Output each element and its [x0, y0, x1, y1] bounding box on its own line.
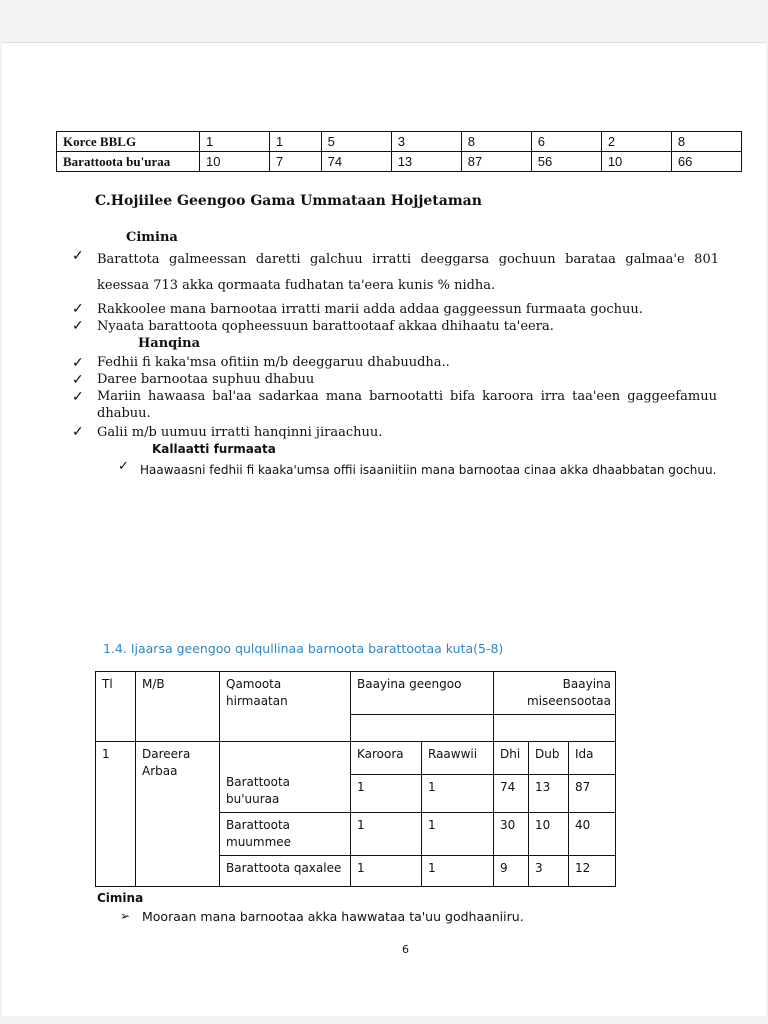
- table-row: [57, 132, 742, 152]
- ida-cell: 12: [569, 856, 616, 887]
- header-tl: Tl: [96, 672, 136, 742]
- dub-cell: 3: [529, 856, 569, 887]
- cimina-item: Nyaata barattoota qopheessuun barattootaaf akkaa dhihaatu ta'eera.: [97, 319, 554, 334]
- hanqina-item: Mariin hawaasa bal'aa sadarkaa mana barnootatti bifa karoora irra taa'een gaggeefamuu dhabuu.: [97, 389, 717, 421]
- hanqina-item: Fedhii fi kaka'msa ofitiin m/b deeggaruu dhabuudha..: [97, 355, 450, 370]
- ida-cell: 40: [569, 813, 616, 856]
- qamoota-cell: Barattoota bu'uuraa: [220, 774, 351, 813]
- table-cell: 87: [461, 152, 531, 172]
- table-cell: 74: [321, 152, 391, 172]
- table-cell: 66: [671, 152, 741, 172]
- row-number: 1: [96, 742, 136, 887]
- page-number: 6: [402, 943, 409, 956]
- checkmark-icon: ✓: [72, 423, 84, 439]
- header-raawwii: Raawwii: [422, 742, 494, 775]
- section-14-heading: 1.4. Ijaarsa geengoo qulqullinaa barnoota barattootaa kuta(5-8): [103, 641, 504, 656]
- qamoota-cell: Barattoota qaxalee: [220, 856, 351, 887]
- section-c-title: C.Hojiilee Geengoo Gama Ummataan Hojjetaman: [95, 193, 482, 209]
- header-dub: Dub: [529, 742, 569, 775]
- table-cell: 2: [601, 132, 671, 152]
- table-cell: 1: [270, 132, 322, 152]
- raawwii-cell: 1: [422, 813, 494, 856]
- checkmark-icon: ✓: [72, 371, 84, 387]
- checkmark-icon: ✓: [72, 247, 84, 263]
- checkmark-icon: ✓: [72, 354, 84, 370]
- table-cell: 8: [461, 132, 531, 152]
- dhi-cell: 9: [494, 856, 529, 887]
- hanqina-item: Daree barnootaa suphuu dhabuu: [97, 372, 315, 387]
- row-label: Korce BBLG: [57, 132, 200, 152]
- dhi-cell: 74: [494, 774, 529, 813]
- arrow-bullet-icon: ➢: [120, 909, 131, 923]
- table-row: [57, 152, 742, 172]
- table-header-row: [96, 672, 616, 715]
- cimina-item: Rakkoolee mana barnootaa irratti marii adda addaa gaggeessun furmaata gochuu.: [97, 302, 643, 317]
- checkmark-icon: ✓: [72, 317, 84, 333]
- table-cell: 3: [391, 132, 461, 152]
- summary-table: [56, 131, 742, 172]
- checkmark-icon: ✓: [72, 300, 84, 316]
- header-mb: M/B: [136, 672, 220, 742]
- kallaatti-item: Haawaasni fedhii fi kaaka'umsa offii isaaniitiin mana barnootaa cinaa akka dhaabbatan gochuu.: [140, 463, 717, 477]
- row-label: Barattoota bu'uraa: [57, 152, 200, 172]
- table-cell: 13: [391, 152, 461, 172]
- table-cell: 10: [601, 152, 671, 172]
- header-dhi: Dhi: [494, 742, 529, 775]
- school-name: Dareera Arbaa: [136, 742, 220, 887]
- geengoo-table: [95, 671, 616, 887]
- table-cell: 5: [321, 132, 391, 152]
- karoora-cell: 1: [351, 813, 422, 856]
- footer-cimina-heading: Cimina: [97, 891, 144, 905]
- table-cell: 7: [270, 152, 322, 172]
- bottom-bar: [0, 1016, 768, 1024]
- dhi-cell: 30: [494, 813, 529, 856]
- table-cell: [351, 715, 494, 742]
- table-cell: 6: [531, 132, 601, 152]
- checkmark-icon: ✓: [118, 458, 129, 473]
- table-cell: [494, 715, 616, 742]
- header-baayina-geengoo: Baayina geengoo: [351, 672, 494, 715]
- karoora-cell: 1: [351, 774, 422, 813]
- table-cell: 1: [200, 132, 270, 152]
- table-subheader-row: [96, 742, 616, 775]
- hanqina-item: Galii m/b uumuu irratti hanqinni jiraachuu.: [97, 425, 383, 440]
- table-cell: 10: [200, 152, 270, 172]
- header-qamoota: Qamoota hirmaatan: [220, 672, 351, 742]
- header-baayina-miseensootaa: Baayina miseensootaa: [494, 672, 616, 715]
- header-karoora: Karoora: [351, 742, 422, 775]
- cimina-item: Barattota galmeessan daretti galchuu irratti deeggarsa gochuun barataa galmaa'e 801 keessaa 713 akka qormaata fudhatan ta'eera kunis % nidha.: [97, 252, 719, 293]
- checkmark-icon: ✓: [72, 388, 84, 404]
- dub-cell: 13: [529, 774, 569, 813]
- ida-cell: 87: [569, 774, 616, 813]
- raawwii-cell: 1: [422, 856, 494, 887]
- raawwii-cell: 1: [422, 774, 494, 813]
- kallaatti-heading: Kallaatti furmaata: [152, 442, 276, 456]
- table-cell: 8: [671, 132, 741, 152]
- footer-item: Mooraan mana barnootaa akka hawwataa ta'uu godhaaniiru.: [142, 909, 524, 924]
- dub-cell: 10: [529, 813, 569, 856]
- qamoota-cell: Barattoota muummee: [220, 813, 351, 856]
- cimina-heading: Cimina: [126, 230, 178, 245]
- document-page: [2, 42, 766, 1017]
- hanqina-heading: Hanqina: [138, 336, 201, 351]
- karoora-cell: 1: [351, 856, 422, 887]
- header-ida: Ida: [569, 742, 616, 775]
- table-cell: [220, 742, 351, 775]
- table-cell: 56: [531, 152, 601, 172]
